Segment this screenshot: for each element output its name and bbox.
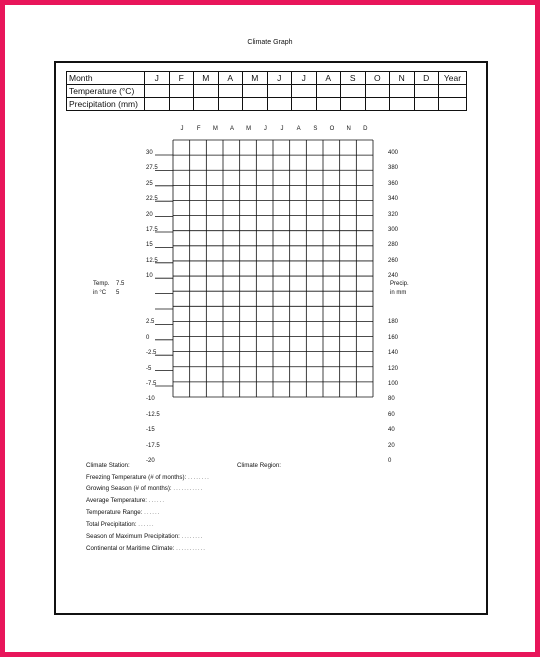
temp-tick-label: 5: [116, 290, 120, 296]
precip-tick-label: 320: [388, 211, 399, 218]
worksheet-page: [5, 5, 535, 652]
month-header: A: [218, 72, 243, 85]
month-header: O: [365, 72, 390, 85]
year-header: Year: [439, 72, 467, 85]
precip-tick-label: 120: [388, 365, 399, 372]
graph-month-label: A: [229, 126, 234, 132]
temp-tick-label: 27.5: [146, 165, 158, 172]
month-header: J: [145, 72, 170, 85]
temp-tick-label: -17.5: [146, 442, 160, 449]
graph-month-label: J: [263, 126, 267, 132]
climate-region-label: Climate Region:: [237, 462, 282, 469]
graph-month-label: M: [246, 126, 252, 132]
row-header-precipitation: Precipitation (mm): [67, 98, 145, 111]
season-max-precip-label: Season of Maximum Precipitation:: [86, 533, 180, 540]
precip-tick-label: 20: [388, 442, 395, 449]
precip-tick-label: 40: [388, 427, 395, 434]
graph-month-label: N: [346, 126, 351, 132]
temp-tick-label: 17.5: [146, 227, 158, 233]
temp-tick-label: -7.5: [146, 381, 157, 387]
month-header: D: [414, 72, 439, 85]
precip-axis-unit: in mm: [390, 290, 407, 296]
temp-tick-label: -12.5: [146, 411, 160, 418]
temp-tick-label: -2.5: [146, 350, 157, 357]
graph-month-label: J: [180, 126, 184, 132]
graph-month-label: M: [212, 126, 218, 132]
graph-month-label: O: [329, 126, 335, 132]
precip-tick-label: 380: [388, 165, 399, 172]
graph-month-label: S: [313, 126, 318, 132]
month-header: M: [243, 72, 268, 85]
temp-tick-label: -20: [146, 458, 155, 464]
temp-tick-label: 20: [146, 211, 153, 218]
graph-grid: [5, 5, 535, 652]
precip-tick-label: 360: [388, 180, 399, 187]
temp-tick-label: -10: [146, 396, 155, 403]
row-header-temperature: Temperature (°C): [67, 85, 145, 98]
precip-tick-label: 180: [388, 319, 399, 326]
month-header: S: [341, 72, 366, 85]
continental-maritime-label: Continental or Maritime Climate:: [86, 545, 175, 552]
temp-tick-label: 12.5: [146, 257, 158, 264]
graph-month-label: J: [280, 126, 284, 132]
precip-axis-label: Precip.: [390, 281, 409, 287]
average-temperature-blank[interactable]: ......: [148, 497, 166, 504]
temp-axis-unit: in °C: [93, 290, 107, 296]
temp-tick-label: 10: [146, 273, 153, 280]
precip-tick-label: 340: [388, 196, 399, 203]
climate-station-label: Climate Station:: [86, 462, 130, 469]
precip-tick-label: 260: [388, 257, 399, 264]
temp-tick-label: 0: [146, 334, 150, 341]
continental-maritime-blank[interactable]: ...........: [176, 545, 207, 552]
temp-axis-label: Temp.: [93, 281, 110, 287]
temperature-range-label: Temperature Range:: [86, 509, 143, 516]
precip-tick-label: 80: [388, 396, 395, 403]
month-header: J: [292, 72, 317, 85]
temp-tick-label: 22.5: [146, 196, 158, 203]
month-header: M: [194, 72, 219, 85]
graph-month-label: F: [196, 126, 201, 132]
precip-tick-label: 60: [388, 411, 395, 418]
precip-tick-label: 400: [388, 150, 399, 156]
freezing-label: Freezing Temperature (# of months):: [86, 474, 187, 481]
total-precipitation-blank[interactable]: ......: [138, 521, 155, 528]
precip-tick-label: 140: [388, 350, 399, 357]
temp-tick-label: -5: [146, 365, 152, 372]
graph-month-label: D: [363, 126, 368, 132]
climate-graph: [5, 5, 535, 652]
month-header: F: [169, 72, 194, 85]
graph-month-label: A: [296, 126, 301, 132]
temp-tick-label: 2.5: [146, 319, 155, 326]
season-max-precip-blank[interactable]: ........: [181, 533, 204, 540]
growing-season-blank[interactable]: ...........: [173, 485, 204, 492]
temp-tick-label: 25: [146, 180, 153, 187]
growing-season-label: Growing Season (# of months):: [86, 485, 172, 492]
precip-tick-label: 0: [388, 458, 392, 464]
temperature-range-blank[interactable]: ......: [144, 509, 161, 516]
precip-tick-label: 280: [388, 242, 399, 249]
temp-tick-label: 7.5: [116, 281, 125, 287]
month-header: A: [316, 72, 341, 85]
temp-tick-label: 30: [146, 150, 153, 156]
precip-tick-label: 160: [388, 334, 399, 341]
precip-tick-label: 240: [388, 273, 399, 280]
document-title: Climate Graph: [247, 39, 293, 46]
temp-tick-label: -15: [146, 427, 155, 434]
precip-tick-label: 100: [388, 381, 399, 387]
average-temperature-label: Average Temperature:: [86, 497, 147, 504]
row-header-month: Month: [67, 72, 145, 85]
month-header: N: [390, 72, 415, 85]
total-precipitation-label: Total Precipitation:: [86, 521, 137, 528]
month-header: J: [267, 72, 292, 85]
precip-tick-label: 300: [388, 227, 399, 233]
temp-tick-label: 15: [146, 242, 153, 249]
freezing-blank[interactable]: ........: [188, 474, 210, 481]
